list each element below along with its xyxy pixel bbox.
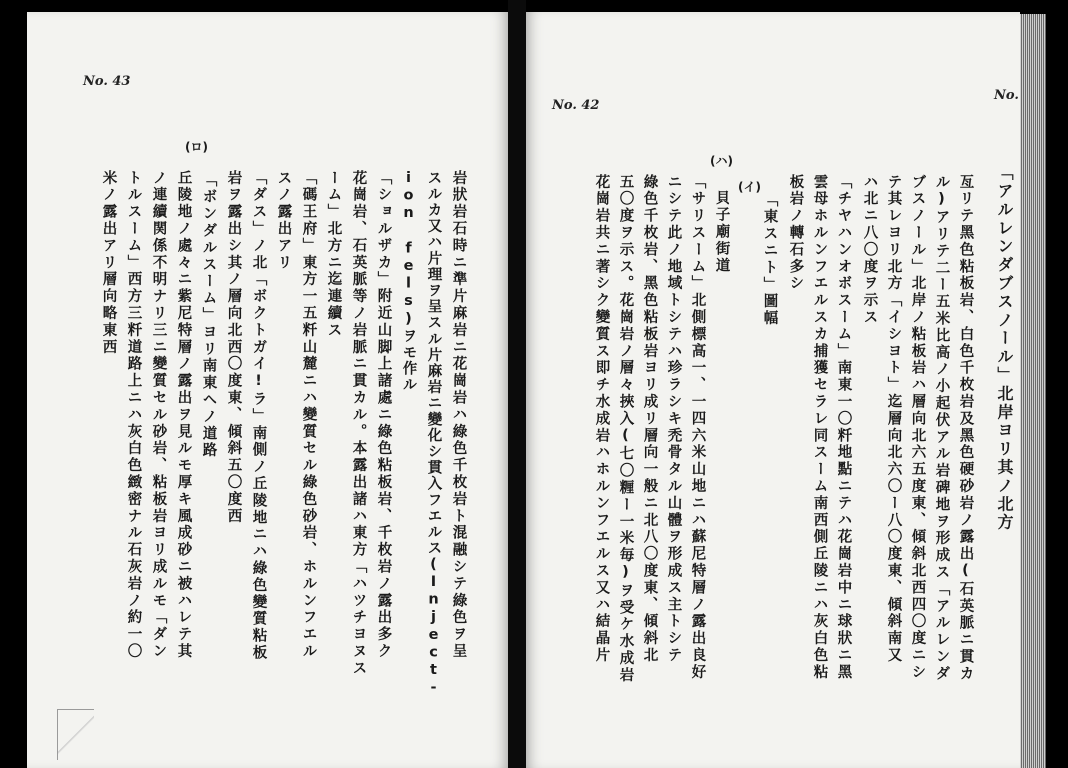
text-column: 「チヤハンオボスーム」南東一〇粁地點ニテハ花崗岩中ニ球狀ニ黑 bbox=[835, 174, 852, 681]
text-column: ハ北ニ八〇度ヲ示ス bbox=[861, 174, 878, 327]
text-column: 「ボンダルスーム」ヨリ南東ヘノ道路 bbox=[200, 172, 217, 460]
text-column: 岩狀岩石時ニ準片麻岩ニ花崗岩ハ綠色千枚岩ト混融シテ綠色ヲ呈 bbox=[450, 170, 467, 661]
page-corner-fold bbox=[57, 709, 94, 760]
subsection-heading: 貝子廟街道 bbox=[713, 190, 730, 275]
text-column: ノ連續関係不明ナリ三ニ變質セル砂岩、粘板岩ヨリ成ルモ「ダン bbox=[150, 170, 167, 661]
text-column: 丘陵地ノ處々ニ紫尼特層ノ露出ヲ見ルモ厚キ風成砂ニ被ハレテ其 bbox=[175, 170, 192, 661]
text-column: ニシテ此ノ地域トシテハ珍ラシキ禿骨タル山體ヲ形成ス主トシテ bbox=[665, 174, 682, 665]
text-column: 「ショルザカ」附近山脚上諸處ニ綠色粘板岩、千枚岩ノ露出多ク bbox=[375, 170, 392, 661]
text-column: 「サリスーム」北側標高一、一四六米山地ニハ蘇尼特層ノ露出良好 bbox=[689, 174, 706, 681]
text-column: 板岩ノ轉石多シ bbox=[787, 174, 804, 293]
text-column: 「碼王府」東方一五粁山麓ニハ變質セル綠色砂岩、ホルンフエル bbox=[300, 170, 317, 661]
text-column: スノ露出アリ bbox=[275, 170, 292, 272]
page-edges bbox=[1020, 14, 1046, 768]
left-page bbox=[27, 12, 508, 768]
text-column: ル)アリテ二ー五米比高ノ小起伏アル岩碑地ヲ形成ス「アルレンダ bbox=[933, 174, 950, 683]
text-column: 「ダス」ノ北「ボクトガイ!ラ」南側ノ丘陵地ニハ綠色變質粘板 bbox=[250, 170, 267, 662]
text-column: スルカ又ハ片理ヲ呈スル片麻岩ニ變化シ貫入フエルス(Inject- bbox=[425, 170, 442, 698]
next-page-number: No. bbox=[994, 88, 1019, 103]
text-column: ーム」北方ニ迄連續ス bbox=[325, 170, 342, 339]
text-column: 岩ヲ露出シ其ノ層向北西〇度東、傾斜五〇度西 bbox=[225, 170, 242, 525]
page-number: No. 43 bbox=[83, 74, 131, 89]
text-column: ion fels)ヲモ作ル bbox=[400, 170, 417, 393]
section-marker: (ロ) bbox=[185, 140, 208, 154]
text-column: 花崗岩共ニ著シク變質ス即チ水成岩ハホルンフエルス又ハ結晶片 bbox=[593, 174, 610, 665]
section-marker: (ハ) bbox=[710, 154, 733, 168]
text-column: テ其レヨリ北方「イシヨト」迄層向北六〇ー八〇度東、傾斜南又 bbox=[885, 174, 902, 665]
book-gutter bbox=[508, 0, 526, 768]
section-marker: (イ) bbox=[738, 180, 761, 194]
text-column: 亙リテ黑色粘板岩、白色千枚岩及黑色硬砂岩ノ露出(石英脈ニ貫カ bbox=[957, 174, 974, 683]
text-column: ブスノール」北岸ノ粘板岩ハ層向北六五度東、傾斜北西四〇度ニシ bbox=[909, 174, 926, 681]
next-page-column: 「アルレンダブスノール」北岸ヨリ其ノ北方 bbox=[995, 164, 1014, 532]
text-column: 五〇度ヲ示ス。花崗岩ノ層々挾入(七〇糎ー一米毎)ヲ受ケ水成岩 bbox=[617, 174, 634, 684]
text-column: 米ノ露出アリ層向略東西 bbox=[100, 170, 117, 356]
right-page bbox=[526, 12, 1020, 768]
text-column: 花崗岩、石英脈等ノ岩脈ニ貫カル。本露出諸ハ東方「ハツチヨヌス bbox=[350, 170, 367, 677]
text-column: 綠色千枚岩、黑色粘板岩ヨリ成リ層向一般ニ北八〇度東、傾斜北 bbox=[641, 174, 658, 665]
text-column: 雲母ホルンフエルスカ捕獲セラレ同スーム南西側丘陵ニハ灰白色粘 bbox=[811, 174, 828, 681]
text-column: 「東スニト」圖幅 bbox=[761, 192, 778, 328]
page-number: No. 42 bbox=[552, 98, 600, 113]
text-column: トルスーム」西方三粁道路上ニハ灰白色緻密ナル石灰岩ノ約一〇 bbox=[125, 170, 142, 661]
